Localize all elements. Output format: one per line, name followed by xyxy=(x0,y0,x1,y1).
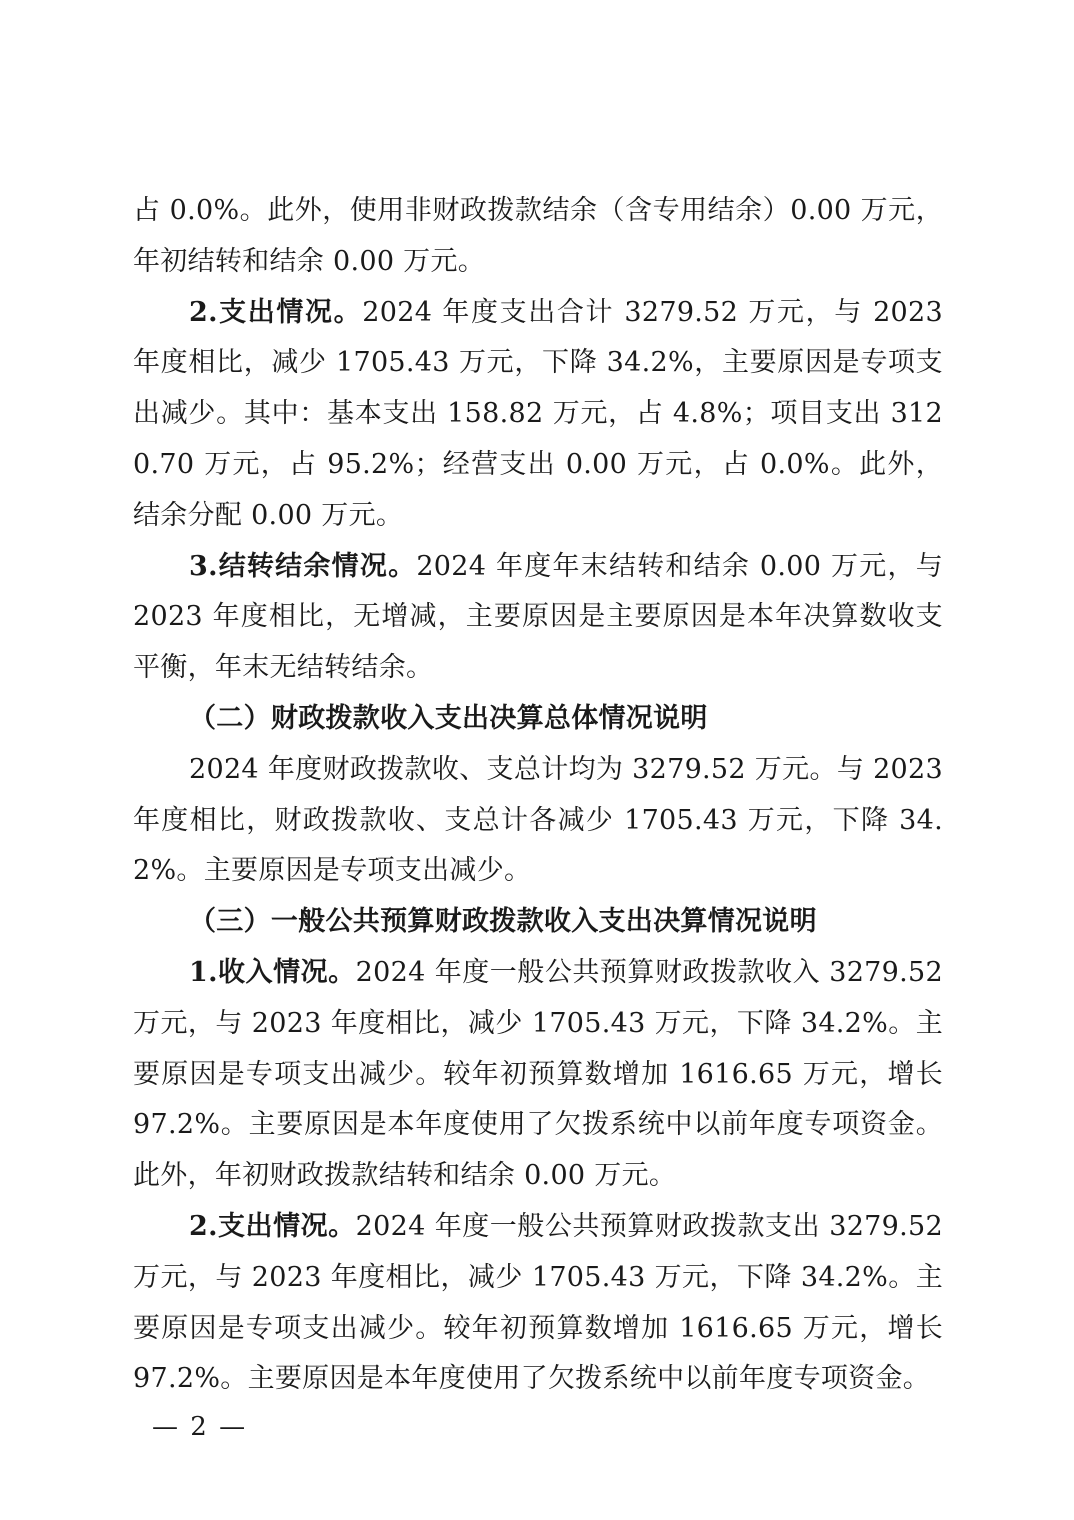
paragraph-text: 占 0.0%。此外，使用非财政拨款结余（含专用结余）0.00 万元，年初结转和结余 0.00 万元。 xyxy=(133,195,943,277)
paragraph-lead: 1.收入情况。 xyxy=(189,956,356,988)
paragraph-income-remainder xyxy=(133,186,943,288)
paragraph-general-budget-expense xyxy=(133,1202,943,1405)
paragraph-text: 2024 年度支出合计 3279.52 万元，与 2023 年度相比，减少 1705.43 万元，下降 34.2%，主要原因是专项支出减少。其中：基本支出 158.82 万元，占 4.8%；项目支出 3120.70 万元，占 95.2%；经营支出 0.00 万元，占 0.0%。此外，结余分配 0.00 万元。 xyxy=(133,296,943,531)
paragraph-text: 2024 年度年末结转和结余 0.00 万元，与 2023 年度相比，无增减，主要原因是主要原因是本年决算数收支平衡，年末无结转结余。 xyxy=(133,550,943,684)
paragraph-fiscal-overview xyxy=(133,745,943,897)
paragraph-general-budget-income xyxy=(133,948,943,1202)
section-heading-general-budget: （三）一般公共预算财政拨款收入支出决算情况说明 xyxy=(189,906,817,938)
paragraph-lead: 3.结转结余情况。 xyxy=(189,550,417,582)
paragraph-text: 2024 年度一般公共预算财政拨款支出 3279.52 万元，与 2023 年度相比，减少 1705.43 万元，下降 34.2%。主要原因是专项支出减少。较年初预算数增加 1616.65 万元，增长 97.2%。主要原因是本年度使用了欠拨系统中以前年度专项资金。 xyxy=(133,1210,943,1395)
paragraph-lead: 2.支出情况。 xyxy=(189,1210,356,1242)
paragraph-lead: 2.支出情况。 xyxy=(189,296,363,328)
section-heading-fiscal-overview: （二）财政拨款收入支出决算总体情况说明 xyxy=(189,702,708,734)
paragraph-text: 2024 年度一般公共预算财政拨款收入 3279.52 万元，与 2023 年度相比，减少 1705.43 万元，下降 34.2%。主要原因是专项支出减少。较年初预算数增加 1616.65 万元，增长 97.2%。主要原因是本年度使用了欠拨系统中以前年度专项资金。此外，年初财政拨款结转和结余 0.00 万元。 xyxy=(133,956,943,1192)
paragraph-expenditure xyxy=(133,288,943,542)
document-body xyxy=(133,186,943,1405)
paragraph-carryover xyxy=(133,542,943,694)
page-number: — 2 — xyxy=(152,1412,248,1442)
paragraph-text: 2024 年度财政拨款收、支总计均为 3279.52 万元。与 2023 年度相比，财政拨款收、支总计各减少 1705.43 万元，下降 34.2%。主要原因是专项支出减少。 xyxy=(133,753,943,887)
